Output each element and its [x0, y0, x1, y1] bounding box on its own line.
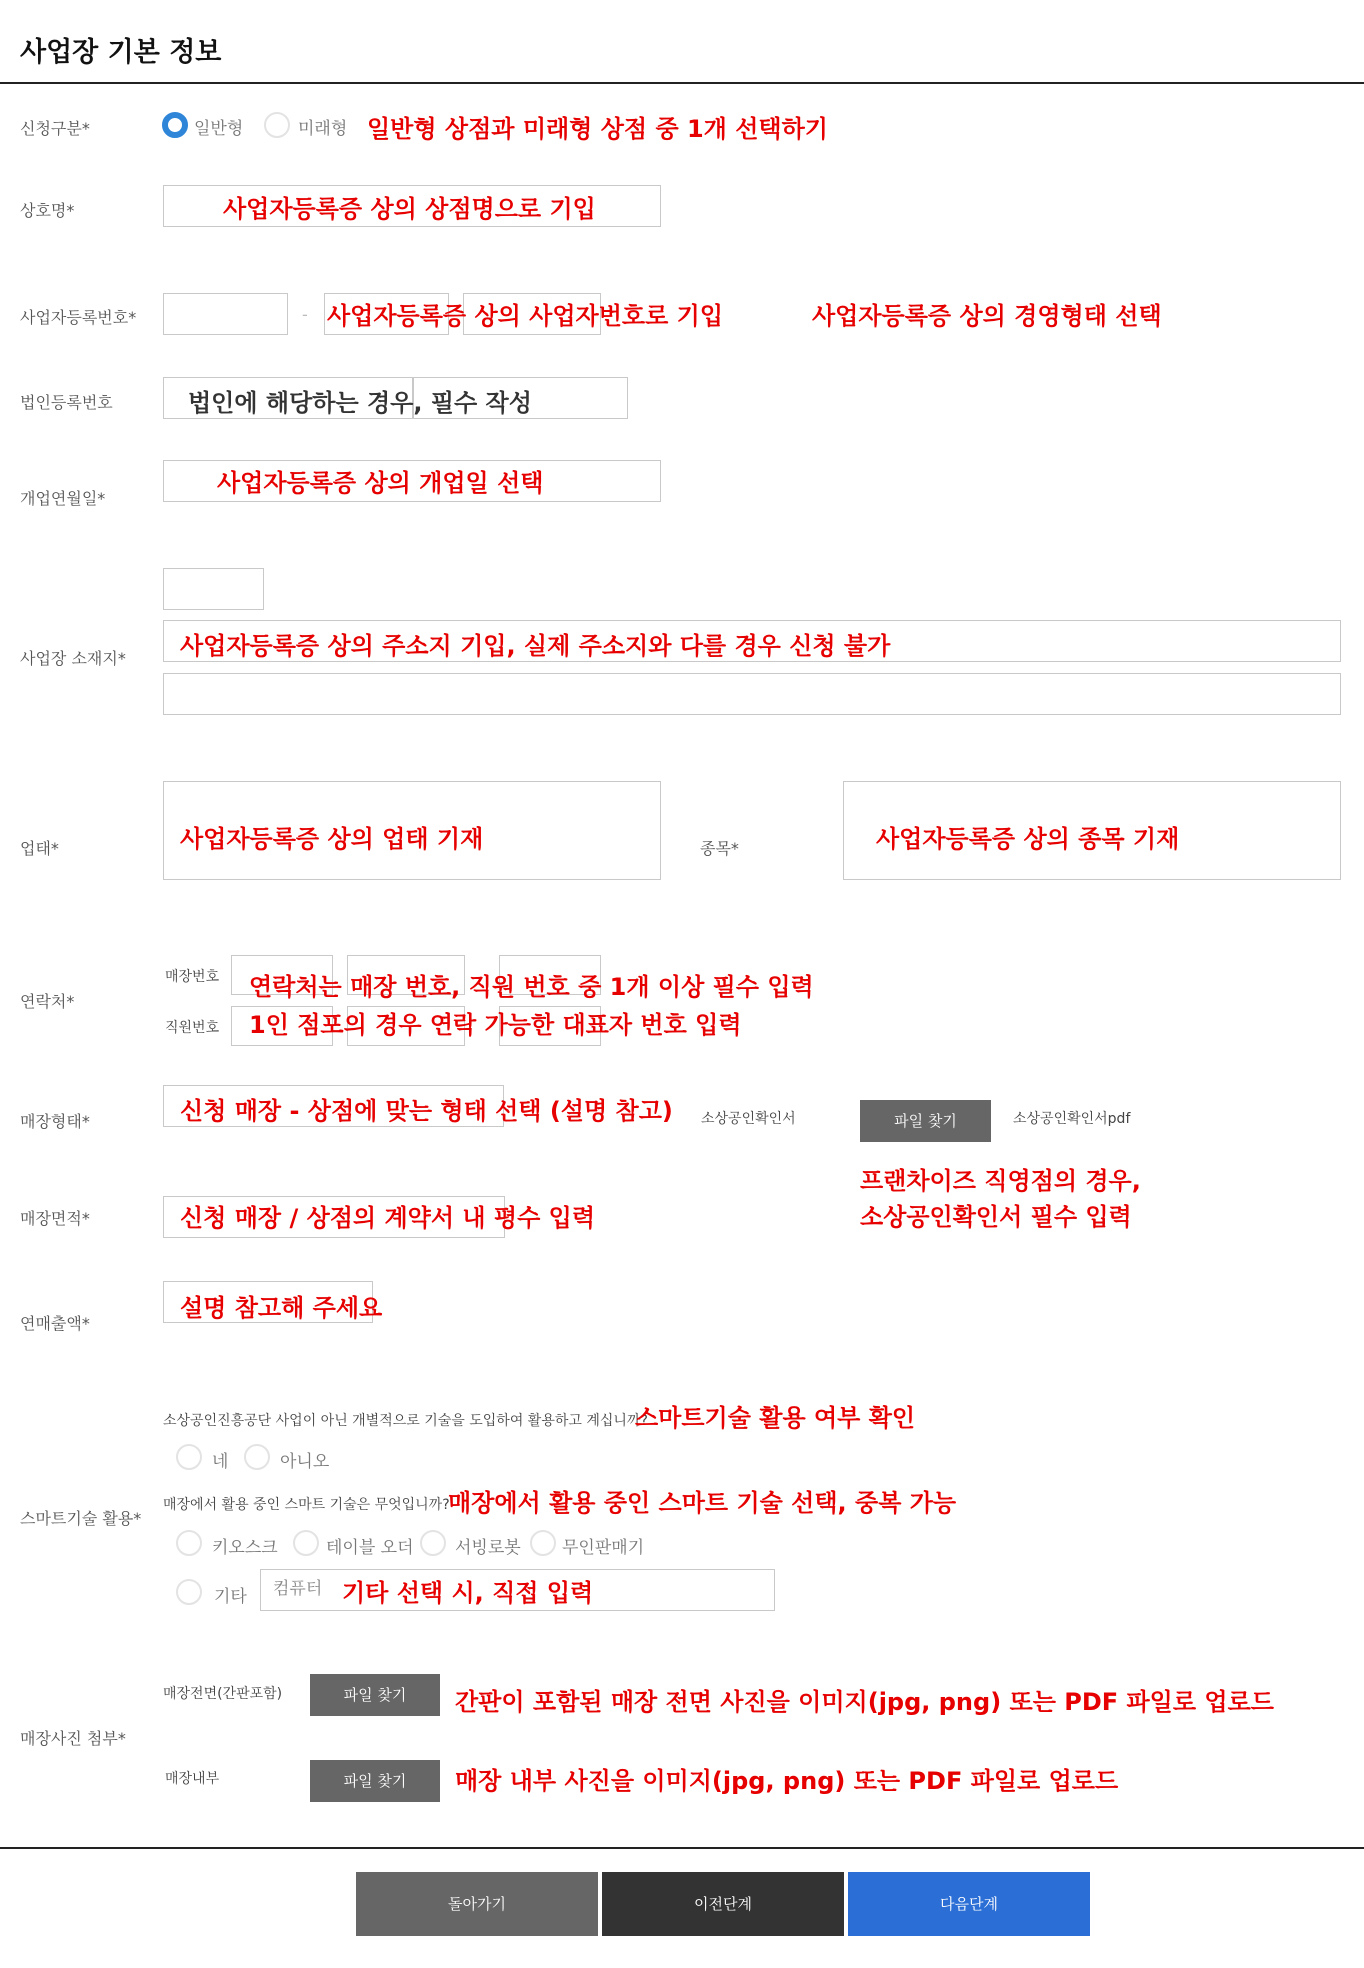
note-apply-type: 일반형 상점과 미래형 상점 중 1개 선택하기 — [367, 115, 828, 143]
note-smart-other: 기타 선택 시, 직접 입력 — [342, 1579, 594, 1607]
note-franchise-2: 소상공인확인서 필수 입력 — [860, 1203, 1132, 1231]
note-biz-type: 사업자등록증 상의 업태 기재 — [180, 825, 484, 853]
note-business-reg-no: 사업자등록증 상의 사업자번호로 기입 — [327, 302, 724, 330]
label-address: 사업장 소재지* — [20, 649, 126, 668]
note-annual-sales: 설명 참고해 주세요 — [180, 1294, 383, 1322]
page-title: 사업장 기본 정보 — [20, 37, 222, 68]
label-photos: 매장사진 첨부* — [20, 1729, 126, 1748]
note-store-form: 신청 매장 - 상점에 맞는 형태 선택 (설명 참고) — [180, 1097, 673, 1125]
note-biz-item: 사업자등록증 상의 종목 기재 — [876, 825, 1180, 853]
note-smart-q2: 매장에서 활용 중인 스마트 기술 선택, 중복 가능 — [448, 1489, 957, 1517]
checkbox-kiosk[interactable] — [176, 1530, 202, 1556]
footer-divider — [0, 1847, 1364, 1849]
label-corp-reg-no: 법인등록번호 — [20, 393, 113, 412]
note-contact-2: 1인 점포의 경우 연락 가능한 대표자 번호 입력 — [249, 1011, 742, 1039]
note-corp-reg-no: 법인에 해당하는 경우, 필수 작성 — [188, 389, 532, 417]
label-staff-phone: 직원번호 — [165, 1020, 220, 1036]
radio-smart-yes-label: 네 — [212, 1452, 229, 1472]
note-business-form: 사업자등록증 상의 경영형태 선택 — [812, 302, 1162, 330]
label-biz-type: 업태* — [20, 839, 59, 858]
checkbox-other[interactable] — [176, 1579, 202, 1605]
checkbox-other-label: 기타 — [214, 1587, 247, 1607]
photo-front-find-file-button[interactable]: 파일 찾기 — [310, 1674, 440, 1716]
checkbox-serving-robot-label: 서빙로봇 — [455, 1538, 521, 1558]
back-button[interactable]: 돌아가기 — [356, 1872, 598, 1936]
radio-future-label: 미래형 — [298, 119, 348, 139]
label-open-date: 개업연월일* — [20, 489, 106, 508]
label-store-form: 매장형태* — [20, 1112, 90, 1131]
radio-general-label: 일반형 — [194, 119, 244, 139]
label-business-reg-no: 사업자등록번호* — [20, 308, 137, 327]
note-open-date: 사업자등록증 상의 개업일 선택 — [217, 469, 544, 497]
smart-question-1: 소상공인진흥공단 사업이 아닌 개별적으로 기술을 도입하여 활용하고 계십니까? — [163, 1413, 648, 1429]
checkbox-table-order-label: 테이블 오더 — [326, 1538, 414, 1558]
checkbox-serving-robot[interactable] — [420, 1530, 446, 1556]
label-business-name: 상호명* — [20, 201, 75, 220]
dash-separator: - — [302, 305, 308, 324]
radio-smart-yes[interactable] — [176, 1444, 202, 1470]
other-tech-input[interactable]: 컴퓨터 — [260, 1569, 775, 1611]
cert-file-name: 소상공인확인서pdf — [1013, 1111, 1131, 1127]
label-cert: 소상공인확인서 — [701, 1111, 796, 1127]
checkbox-vending[interactable] — [530, 1530, 556, 1556]
radio-smart-no-label: 아니오 — [280, 1452, 330, 1472]
label-biz-item: 종목* — [700, 839, 739, 858]
label-photo-inside: 매장내부 — [165, 1771, 220, 1787]
radio-smart-no[interactable] — [244, 1444, 270, 1470]
label-photo-front: 매장전면(간판포함) — [163, 1686, 283, 1702]
label-store-area: 매장면적* — [20, 1209, 90, 1228]
business-reg-no-input-1[interactable] — [163, 293, 288, 335]
label-store-phone: 매장번호 — [165, 969, 220, 985]
smart-question-2: 매장에서 활용 중인 스마트 기술은 무엇입니까? — [163, 1497, 450, 1513]
note-business-name: 사업자등록증 상의 상점명으로 기입 — [223, 195, 596, 223]
note-smart-q1: 스마트기술 활용 여부 확인 — [635, 1404, 916, 1432]
note-address: 사업자등록증 상의 주소지 기입, 실제 주소지와 다를 경우 신청 불가 — [180, 632, 891, 660]
label-smart-tech: 스마트기술 활용* — [20, 1509, 142, 1528]
checkbox-table-order[interactable] — [293, 1530, 319, 1556]
radio-general[interactable] — [162, 112, 188, 138]
note-photo-front: 간판이 포함된 매장 전면 사진을 이미지(jpg, png) 또는 PDF 파일로 업로드 — [455, 1688, 1274, 1716]
checkbox-kiosk-label: 키오스크 — [212, 1538, 278, 1558]
zipcode-input[interactable] — [163, 568, 264, 610]
checkbox-vending-label: 무인판매기 — [562, 1538, 645, 1558]
cert-find-file-button[interactable]: 파일 찾기 — [860, 1100, 991, 1142]
label-annual-sales: 연매출액* — [20, 1314, 90, 1333]
title-divider — [0, 82, 1364, 84]
label-contact: 연락처* — [20, 992, 75, 1011]
note-store-area: 신청 매장 / 상점의 계약서 내 평수 입력 — [180, 1204, 596, 1232]
label-apply-type: 신청구분* — [20, 119, 90, 138]
photo-inside-find-file-button[interactable]: 파일 찾기 — [310, 1760, 440, 1802]
radio-future[interactable] — [264, 112, 290, 138]
next-step-button[interactable]: 다음단계 — [848, 1872, 1090, 1936]
note-franchise-1: 프랜차이즈 직영점의 경우, — [860, 1167, 1141, 1195]
prev-step-button[interactable]: 이전단계 — [602, 1872, 844, 1936]
address-detail-input[interactable] — [163, 673, 1341, 715]
note-photo-inside: 매장 내부 사진을 이미지(jpg, png) 또는 PDF 파일로 업로드 — [455, 1767, 1119, 1795]
note-contact-1: 연락처는 매장 번호, 직원 번호 중 1개 이상 필수 입력 — [249, 973, 814, 1001]
